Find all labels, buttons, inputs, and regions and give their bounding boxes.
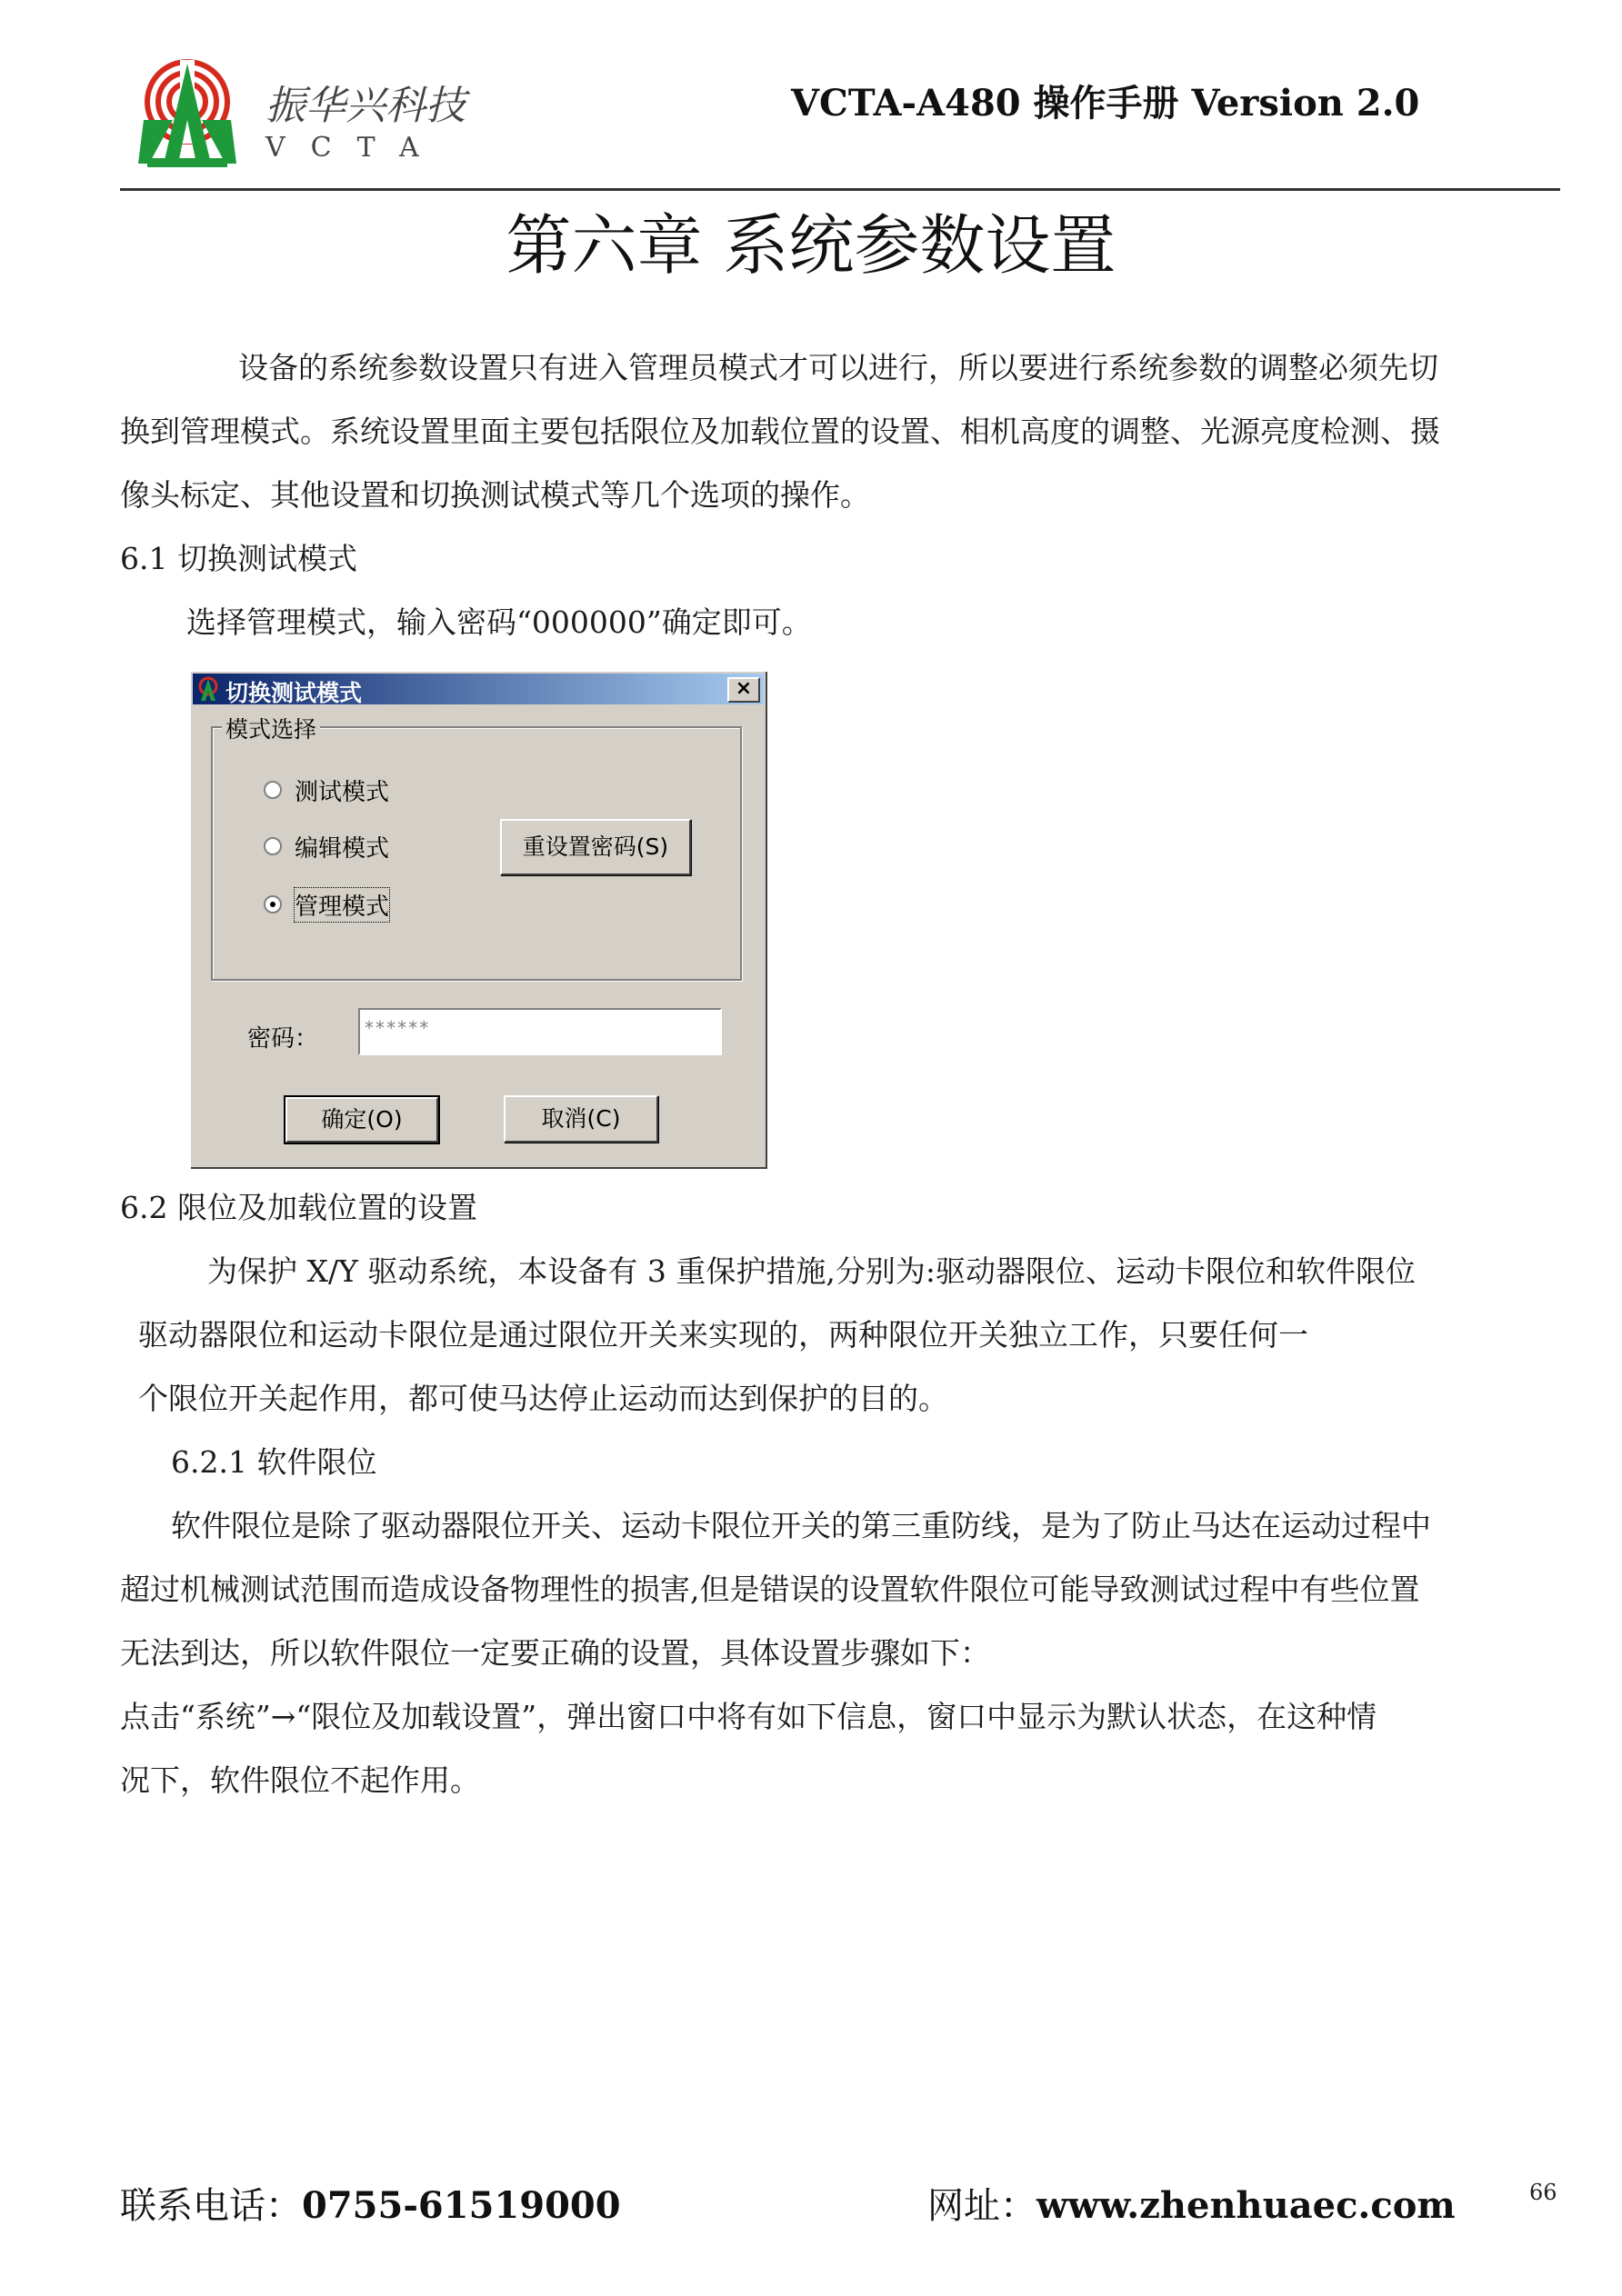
- radio-label: 管理模式: [295, 888, 389, 922]
- section-6-1-heading: 6.1 切换测试模式: [120, 541, 357, 576]
- dialog-titlebar[interactable]: [193, 674, 764, 704]
- switch-test-mode-dialog: [189, 670, 769, 1171]
- intro-line-1: 设备的系统参数设置只有进入管理员模式才可以进行，所以要进行系统参数的调整必须先切: [238, 350, 1438, 385]
- radio-label: 编辑模式: [295, 834, 390, 863]
- password-label: 密码：: [247, 1025, 319, 1053]
- company-name: 振华兴科技: [265, 83, 466, 129]
- section-6-2-1-line-2: 超过机械测试范围而造成设备物理性的损害,但是错误的设置软件限位可能导致测试过程中有些位置: [120, 1572, 1420, 1607]
- manual-title: VCTA-A480 操作手册 Version 2.0: [791, 82, 1420, 125]
- section-6-2-line-1: 为保护 X/Y 驱动系统，本设备有 3 重保护措施,分别为:驱动器限位、运动卡限位和软件限位: [207, 1253, 1416, 1289]
- radio-admin-mode[interactable]: [264, 888, 389, 921]
- phone-label: 联系电话：: [120, 2185, 302, 2227]
- password-input[interactable]: ******: [358, 1008, 722, 1055]
- header-divider: [120, 188, 1560, 191]
- cancel-button[interactable]: 取消(C): [504, 1095, 658, 1143]
- section-6-2-line-2: 驱动器限位和运动卡限位是通过限位开关来实现的，两种限位开关独立工作，只要任何一: [138, 1317, 1308, 1353]
- section-6-2-line-3: 个限位开关起作用，都可使马达停止运动而达到保护的目的。: [138, 1381, 948, 1416]
- vcta-logo-icon: [136, 56, 238, 173]
- page-number: 66: [1529, 2180, 1557, 2205]
- dialog-title: 切换测试模式: [225, 680, 363, 706]
- section-6-2-1-line-4: 点击“系统”→“限位及加载设置”，弹出窗口中将有如下信息，窗口中显示为默认状态，在这种情: [120, 1699, 1377, 1734]
- close-icon[interactable]: ×: [727, 677, 760, 703]
- radio-button[interactable]: [264, 781, 282, 799]
- chapter-title: 第六章 系统参数设置: [506, 207, 1116, 284]
- ok-button[interactable]: 确定(O): [285, 1097, 438, 1143]
- footer-phone: [120, 2177, 621, 2229]
- intro-line-2: 换到管理模式。系统设置里面主要包括限位及加载位置的设置、相机高度的调整、光源亮度检测、摄: [120, 414, 1440, 449]
- radio-edit-mode[interactable]: [264, 830, 389, 863]
- intro-line-3: 像头标定、其他设置和切换测试模式等几个选项的操作。: [120, 477, 870, 513]
- mode-group-label: 模式选择: [222, 712, 320, 744]
- reset-password-button[interactable]: 重设置密码(S): [500, 819, 691, 875]
- radio-label: 测试模式: [295, 778, 390, 806]
- radio-button-checked[interactable]: [264, 895, 282, 913]
- section-6-2-1-line-1: 软件限位是除了驱动器限位开关、运动卡限位开关的第三重防线，是为了防止马达在运动过程中: [171, 1508, 1431, 1543]
- radio-button[interactable]: [264, 837, 282, 855]
- section-6-1-instruction: 选择管理模式，输入密码“000000”确定即可。: [186, 604, 812, 640]
- section-6-2-1-line-5: 况下，软件限位不起作用。: [120, 1762, 480, 1798]
- app-logo-icon: [196, 676, 220, 702]
- phone-number: 0755-61519000: [302, 2184, 621, 2227]
- website-url[interactable]: www.zhenhuaec.com: [1036, 2184, 1456, 2227]
- radio-test-mode[interactable]: [264, 774, 389, 806]
- section-6-2-1-line-3: 无法到达，所以软件限位一定要正确的设置，具体设置步骤如下：: [120, 1635, 990, 1671]
- section-6-2-1-heading: 6.2.1 软件限位: [171, 1444, 377, 1480]
- section-6-2-heading: 6.2 限位及加载位置的设置: [120, 1190, 477, 1225]
- website-label: 网址：: [927, 2185, 1036, 2227]
- footer-website: [927, 2177, 1456, 2229]
- company-abbreviation: VCTA: [265, 132, 445, 164]
